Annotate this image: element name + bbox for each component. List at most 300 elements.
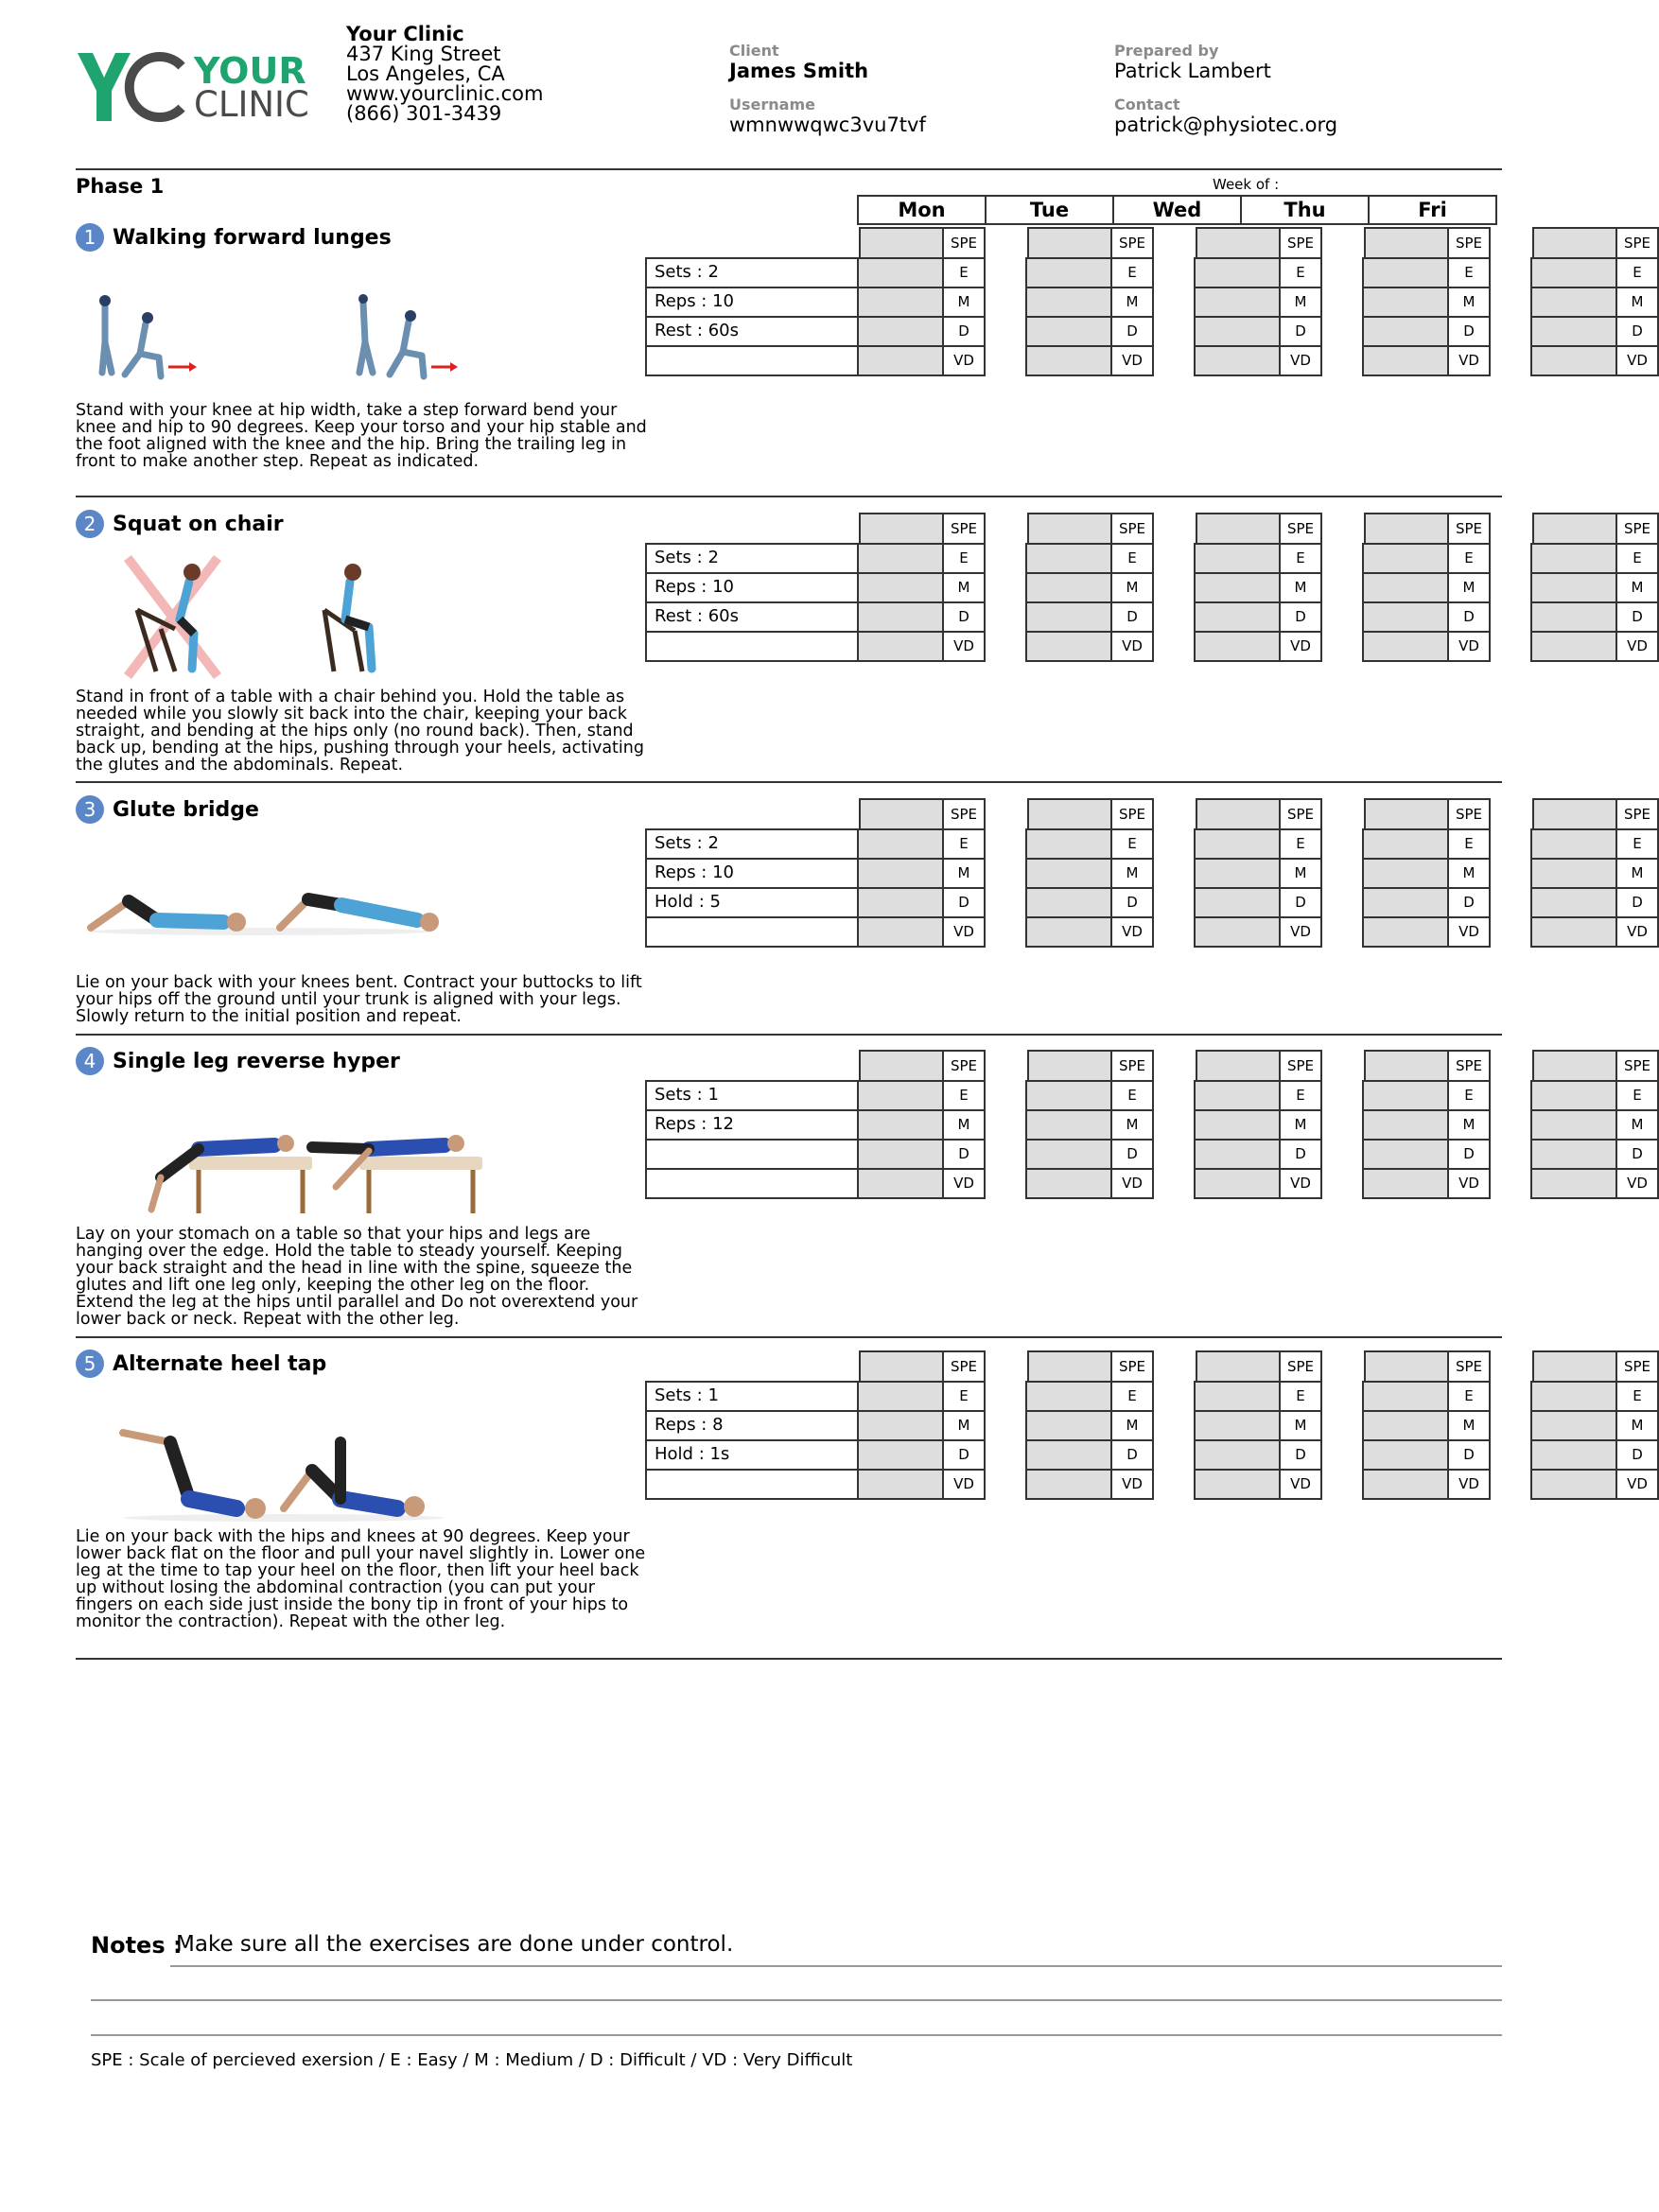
spe-scale-cell[interactable]: M <box>942 572 986 603</box>
day-entry-cell[interactable] <box>1530 631 1617 662</box>
day-entry-cell[interactable] <box>857 1168 944 1199</box>
spe-scale-cell[interactable]: VD <box>942 345 986 376</box>
spe-scale-cell[interactable]: D <box>1279 601 1322 633</box>
spe-header-shade <box>1364 1350 1451 1383</box>
spe-scale-cell[interactable]: D <box>942 1439 986 1471</box>
spe-scale-cell[interactable]: M <box>1279 858 1322 889</box>
prepared-label: Prepared by <box>1114 42 1219 60</box>
day-entry-cell[interactable] <box>1362 1168 1449 1199</box>
day-thu: Thu <box>1240 195 1370 225</box>
spe-scale-cell[interactable]: E <box>942 257 986 288</box>
day-entry-cell[interactable] <box>857 1109 944 1141</box>
contact-email[interactable]: patrick@physiotec.org <box>1114 113 1338 136</box>
spe-scale-cell[interactable]: VD <box>942 1469 986 1500</box>
day-entry-cell[interactable] <box>1025 858 1112 889</box>
spe-scale-cell[interactable]: M <box>942 1109 986 1141</box>
exercise-description: Stand in front of a table with a chair behind you. Hold the table as needed while you slowly sit back into the chair, keeping your back straight, and bending at the hips only (no round back). Then, stand back up, bending at the hips, pushing through your heels, activating the glutes and the abdominals. Repeat. <box>76 688 644 775</box>
day-entry-cell[interactable] <box>1194 1168 1281 1199</box>
day-entry-cell[interactable] <box>1025 887 1112 918</box>
day-entry-cell[interactable] <box>1025 316 1112 347</box>
param-cell: Reps : 10 <box>645 858 861 889</box>
day-entry-cell[interactable] <box>1530 1439 1617 1471</box>
exercise-title <box>76 223 392 252</box>
day-entry-cell[interactable] <box>1362 1439 1449 1471</box>
day-entry-cell[interactable] <box>1194 572 1281 603</box>
spe-scale-cell[interactable]: VD <box>942 1168 986 1199</box>
exercise-title <box>76 795 259 824</box>
day-entry-cell[interactable] <box>1362 1469 1449 1500</box>
day-entry-cell[interactable] <box>1530 543 1617 574</box>
spe-header-shade <box>1364 227 1451 259</box>
day-entry-cell[interactable] <box>1530 572 1617 603</box>
spe-scale-cell[interactable]: E <box>1615 1080 1659 1111</box>
spe-header-shade <box>1027 513 1114 545</box>
spe-header-shade <box>1196 513 1283 545</box>
clinic-website[interactable]: www.yourclinic.com <box>346 82 544 105</box>
spe-scale-cell[interactable]: E <box>942 543 986 574</box>
day-entry-cell[interactable] <box>857 1469 944 1500</box>
spe-scale-cell[interactable]: D <box>1615 1439 1659 1471</box>
spe-scale-cell[interactable]: VD <box>1279 631 1322 662</box>
day-entry-cell[interactable] <box>1025 1381 1112 1412</box>
day-entry-cell[interactable] <box>1362 572 1449 603</box>
day-entry-cell[interactable] <box>1194 257 1281 288</box>
spe-scale-cell[interactable]: M <box>1279 572 1322 603</box>
spe-scale-cell[interactable]: E <box>1447 1381 1491 1412</box>
spe-scale-cell[interactable]: VD <box>1447 916 1491 948</box>
exercise-divider <box>76 496 1502 497</box>
spe-scale-cell[interactable]: D <box>1615 601 1659 633</box>
spe-scale-cell[interactable]: M <box>942 287 986 318</box>
spe-header-shade <box>1027 227 1114 259</box>
day-entry-cell[interactable] <box>1194 1469 1281 1500</box>
spe-scale-cell[interactable]: M <box>1110 858 1154 889</box>
day-entry-cell[interactable] <box>1025 345 1112 376</box>
param-cell: Reps : 12 <box>645 1109 861 1141</box>
day-entry-cell[interactable] <box>1025 1139 1112 1170</box>
day-entry-cell[interactable] <box>857 257 944 288</box>
day-entry-cell[interactable] <box>1362 858 1449 889</box>
day-entry-cell[interactable] <box>1530 345 1617 376</box>
spe-scale-cell[interactable]: D <box>1110 316 1154 347</box>
spe-scale-cell[interactable]: D <box>1279 316 1322 347</box>
spe-header: SPE <box>1279 227 1322 259</box>
spe-scale-cell[interactable]: VD <box>1615 1469 1659 1500</box>
spe-scale-cell[interactable]: E <box>1447 257 1491 288</box>
spe-scale-cell[interactable]: M <box>1615 1410 1659 1441</box>
day-entry-cell[interactable] <box>1025 1109 1112 1141</box>
spe-scale-cell[interactable]: D <box>1447 1439 1491 1471</box>
day-entry-cell[interactable] <box>1025 257 1112 288</box>
client-name: James Smith <box>729 60 869 82</box>
spe-scale-cell[interactable]: D <box>1447 316 1491 347</box>
day-entry-cell[interactable] <box>1530 916 1617 948</box>
day-entry-cell[interactable] <box>1362 316 1449 347</box>
day-entry-cell[interactable] <box>1025 828 1112 860</box>
spe-header-shade <box>1196 1050 1283 1082</box>
day-entry-cell[interactable] <box>857 1381 944 1412</box>
exercise-title <box>76 1350 326 1378</box>
day-entry-cell[interactable] <box>1362 1080 1449 1111</box>
spe-scale-cell[interactable]: E <box>1279 828 1322 860</box>
spe-header-shade <box>1027 1050 1114 1082</box>
notes-label: Notes : <box>91 1932 183 1959</box>
spe-scale-cell[interactable]: E <box>1615 1381 1659 1412</box>
day-entry-cell[interactable] <box>1362 631 1449 662</box>
param-cell: Sets : 1 <box>645 1080 861 1111</box>
param-cell: Sets : 2 <box>645 543 861 574</box>
day-entry-cell[interactable] <box>857 1410 944 1441</box>
spe-scale-cell[interactable]: D <box>1447 601 1491 633</box>
clinic-name: Your Clinic <box>346 23 464 45</box>
exercise-divider <box>76 1034 1502 1036</box>
spe-scale-cell[interactable]: VD <box>1110 1168 1154 1199</box>
spe-scale-cell[interactable]: VD <box>1279 916 1322 948</box>
spe-scale-cell[interactable]: E <box>1447 828 1491 860</box>
spe-scale-cell[interactable]: M <box>942 858 986 889</box>
contact-label: Contact <box>1114 96 1180 113</box>
spe-scale-cell[interactable]: D <box>1447 1139 1491 1170</box>
spe-scale-cell[interactable]: M <box>1447 1109 1491 1141</box>
exercise-divider <box>76 1658 1502 1660</box>
day-entry-cell[interactable] <box>1025 1168 1112 1199</box>
spe-scale-cell[interactable]: VD <box>942 916 986 948</box>
username-value: wmnwwqwc3vu7tvf <box>729 113 926 136</box>
spe-header: SPE <box>1615 798 1659 830</box>
spe-scale-cell[interactable]: VD <box>1110 916 1154 948</box>
day-entry-cell[interactable] <box>1362 1410 1449 1441</box>
param-cell <box>645 1168 861 1199</box>
spe-header-shade <box>1027 1350 1114 1383</box>
logo-word-clinic: CLINIC <box>194 84 309 125</box>
spe-scale-cell[interactable]: D <box>1279 1139 1322 1170</box>
day-entry-cell[interactable] <box>1362 257 1449 288</box>
spe-header-shade <box>859 1350 946 1383</box>
day-entry-cell[interactable] <box>857 601 944 633</box>
spe-scale-cell[interactable]: D <box>1110 601 1154 633</box>
day-entry-cell[interactable] <box>1194 287 1281 318</box>
exercise-title <box>76 510 284 538</box>
spe-scale-cell[interactable]: M <box>1447 572 1491 603</box>
squat-illustration-icon <box>118 553 430 681</box>
day-entry-cell[interactable] <box>1025 1410 1112 1441</box>
day-entry-cell[interactable] <box>1194 887 1281 918</box>
spe-scale-cell[interactable]: D <box>1615 316 1659 347</box>
spe-scale-cell[interactable]: M <box>1110 1109 1154 1141</box>
day-entry-cell[interactable] <box>857 1139 944 1170</box>
client-label: Client <box>729 42 779 60</box>
notes-line <box>170 1965 1502 1967</box>
day-entry-cell[interactable] <box>1530 1168 1617 1199</box>
spe-scale-cell[interactable]: D <box>1110 887 1154 918</box>
day-entry-cell[interactable] <box>857 316 944 347</box>
spe-scale-cell[interactable]: M <box>1110 572 1154 603</box>
client-block <box>729 43 926 136</box>
param-cell: Reps : 8 <box>645 1410 861 1441</box>
spe-scale-cell[interactable]: VD <box>1615 345 1659 376</box>
spe-scale-cell[interactable]: E <box>1110 1381 1154 1412</box>
spe-scale-cell[interactable]: M <box>1279 1109 1322 1141</box>
spe-scale-cell[interactable]: E <box>942 828 986 860</box>
exercise-description: Lie on your back with your knees bent. Contract your buttocks to lift your hips off the ground until your trunk is aligned with your legs. Slowly return to the initial position and repeat. <box>76 973 642 1026</box>
spe-header: SPE <box>942 513 986 545</box>
day-entry-cell[interactable] <box>857 1080 944 1111</box>
exercise-description: Stand with your knee at hip width, take a step forward bend your knee and hip to 90 degrees. Keep your torso and your hip stable and the foot aligned with the knee and the hip. Bring the trailing leg in front to make another step. Repeat as indicated. <box>76 401 647 471</box>
param-cell: Sets : 1 <box>645 1381 861 1412</box>
spe-scale-cell[interactable]: E <box>1447 1080 1491 1111</box>
spe-scale-cell[interactable]: D <box>1279 1439 1322 1471</box>
day-entry-cell[interactable] <box>857 543 944 574</box>
spe-scale-cell[interactable]: VD <box>1615 916 1659 948</box>
spe-header-shade <box>859 798 946 830</box>
spe-scale-cell[interactable]: D <box>1279 887 1322 918</box>
day-entry-cell[interactable] <box>1530 1410 1617 1441</box>
exercise-number-badge: 3 <box>76 795 104 824</box>
day-entry-cell[interactable] <box>1530 858 1617 889</box>
day-entry-cell[interactable] <box>1530 257 1617 288</box>
spe-scale-cell[interactable]: M <box>1110 287 1154 318</box>
week-of-label: Week of : <box>1213 176 1280 193</box>
spe-scale-cell[interactable]: M <box>1279 1410 1322 1441</box>
spe-scale-cell[interactable]: M <box>1447 1410 1491 1441</box>
spe-header: SPE <box>942 798 986 830</box>
spe-scale-cell[interactable]: D <box>942 601 986 633</box>
day-entry-cell[interactable] <box>1530 1139 1617 1170</box>
spe-header: SPE <box>1110 227 1154 259</box>
spe-scale-cell[interactable]: E <box>1279 543 1322 574</box>
day-entry-cell[interactable] <box>1362 916 1449 948</box>
spe-scale-cell[interactable]: D <box>1110 1439 1154 1471</box>
notes-text[interactable]: Make sure all the exercises are done under control. <box>176 1932 734 1957</box>
day-entry-cell[interactable] <box>857 1439 944 1471</box>
spe-scale-cell[interactable]: E <box>942 1381 986 1412</box>
day-entry-cell[interactable] <box>857 287 944 318</box>
day-entry-cell[interactable] <box>1362 1109 1449 1141</box>
day-entry-cell[interactable] <box>857 828 944 860</box>
day-entry-cell[interactable] <box>1530 601 1617 633</box>
spe-scale-cell[interactable]: D <box>942 316 986 347</box>
day-entry-cell[interactable] <box>1025 1439 1112 1471</box>
spe-scale-cell[interactable]: D <box>1615 1139 1659 1170</box>
exercise-divider <box>76 781 1502 783</box>
day-entry-cell[interactable] <box>1194 1080 1281 1111</box>
param-cell <box>645 345 861 376</box>
spe-scale-cell[interactable]: M <box>942 1410 986 1441</box>
exercise-name: Glute bridge <box>113 797 259 822</box>
spe-scale-cell[interactable]: D <box>1615 887 1659 918</box>
day-entry-cell[interactable] <box>1530 1381 1617 1412</box>
day-header-row <box>859 195 1497 225</box>
day-entry-cell[interactable] <box>1025 287 1112 318</box>
day-entry-cell[interactable] <box>1025 543 1112 574</box>
exercise-number-badge: 2 <box>76 510 104 538</box>
day-entry-cell[interactable] <box>1530 1469 1617 1500</box>
spe-scale-cell[interactable]: D <box>1110 1139 1154 1170</box>
spe-scale-cell[interactable]: VD <box>1447 345 1491 376</box>
day-entry-cell[interactable] <box>1194 345 1281 376</box>
spe-scale-cell[interactable]: E <box>1110 543 1154 574</box>
spe-header-shade <box>1532 1350 1619 1383</box>
spe-header-shade <box>1196 227 1283 259</box>
spe-header-shade <box>1532 513 1619 545</box>
spe-scale-cell[interactable]: E <box>1615 543 1659 574</box>
day-entry-cell[interactable] <box>1362 543 1449 574</box>
spe-scale-cell[interactable]: M <box>1279 287 1322 318</box>
day-entry-cell[interactable] <box>1025 1469 1112 1500</box>
spe-header: SPE <box>1447 513 1491 545</box>
notes-line <box>91 2034 1502 2036</box>
spe-header: SPE <box>942 227 986 259</box>
day-entry-cell[interactable] <box>1194 1410 1281 1441</box>
spe-scale-cell[interactable]: E <box>1110 1080 1154 1111</box>
spe-header: SPE <box>1615 1050 1659 1082</box>
heel-tap-illustration-icon <box>114 1414 473 1523</box>
day-entry-cell[interactable] <box>1194 601 1281 633</box>
spe-header: SPE <box>1110 798 1154 830</box>
spe-header: SPE <box>1447 1350 1491 1383</box>
day-entry-cell[interactable] <box>1025 631 1112 662</box>
spe-scale-cell[interactable]: E <box>1110 257 1154 288</box>
spe-scale-cell[interactable]: D <box>942 1139 986 1170</box>
exercise-name: Single leg reverse hyper <box>113 1049 400 1073</box>
spe-scale-cell[interactable]: VD <box>1110 631 1154 662</box>
spe-scale-cell[interactable]: VD <box>1447 631 1491 662</box>
day-entry-cell[interactable] <box>857 916 944 948</box>
spe-scale-cell[interactable]: D <box>1447 887 1491 918</box>
spe-scale-cell[interactable]: E <box>1615 828 1659 860</box>
spe-scale-cell[interactable]: E <box>1279 1381 1322 1412</box>
day-entry-cell[interactable] <box>1194 858 1281 889</box>
day-entry-cell[interactable] <box>1362 828 1449 860</box>
exercise-number-badge: 4 <box>76 1047 104 1075</box>
header-divider <box>76 168 1502 170</box>
day-entry-cell[interactable] <box>1025 1080 1112 1111</box>
exercise-name: Alternate heel tap <box>113 1351 327 1376</box>
spe-scale-cell[interactable]: E <box>942 1080 986 1111</box>
day-entry-cell[interactable] <box>1530 1080 1617 1111</box>
spe-scale-cell[interactable]: VD <box>1279 345 1322 376</box>
spe-scale-cell[interactable]: M <box>1447 858 1491 889</box>
spe-header: SPE <box>1279 1350 1322 1383</box>
spe-header: SPE <box>1110 1350 1154 1383</box>
spe-scale-cell[interactable]: VD <box>1615 631 1659 662</box>
day-entry-cell[interactable] <box>1194 1439 1281 1471</box>
day-entry-cell[interactable] <box>1194 316 1281 347</box>
day-entry-cell[interactable] <box>1194 1381 1281 1412</box>
param-cell: Hold : 1s <box>645 1439 861 1471</box>
spe-scale-cell[interactable]: E <box>1447 543 1491 574</box>
day-entry-cell[interactable] <box>857 345 944 376</box>
day-entry-cell[interactable] <box>857 572 944 603</box>
day-entry-cell[interactable] <box>1362 887 1449 918</box>
spe-scale-cell[interactable]: VD <box>1279 1469 1322 1500</box>
spe-scale-cell[interactable]: M <box>1615 1109 1659 1141</box>
spe-scale-cell[interactable]: VD <box>942 631 986 662</box>
day-entry-cell[interactable] <box>1362 601 1449 633</box>
day-entry-cell[interactable] <box>1194 543 1281 574</box>
spe-scale-cell[interactable]: VD <box>1110 1469 1154 1500</box>
day-entry-cell[interactable] <box>1530 887 1617 918</box>
day-entry-cell[interactable] <box>857 631 944 662</box>
spe-header-shade <box>859 227 946 259</box>
exercise-number-badge: 5 <box>76 1350 104 1378</box>
param-cell: Sets : 2 <box>645 257 861 288</box>
spe-scale-cell[interactable]: M <box>1615 287 1659 318</box>
spe-scale-cell[interactable]: VD <box>1447 1469 1491 1500</box>
spe-header: SPE <box>1279 513 1322 545</box>
exercise-title <box>76 1047 400 1075</box>
day-wed: Wed <box>1112 195 1242 225</box>
reverse-hyper-illustration-icon <box>132 1130 473 1215</box>
exercise-name: Squat on chair <box>113 512 284 536</box>
spe-scale-cell[interactable]: M <box>1447 287 1491 318</box>
day-entry-cell[interactable] <box>1362 1139 1449 1170</box>
spe-scale-cell[interactable]: VD <box>1279 1168 1322 1199</box>
prepared-by: Patrick Lambert <box>1114 60 1271 82</box>
day-entry-cell[interactable] <box>1194 631 1281 662</box>
prepared-block <box>1114 43 1337 136</box>
spe-scale-cell[interactable]: E <box>1110 828 1154 860</box>
spe-legend: SPE : Scale of percieved exersion / E : Easy / M : Medium / D : Difficult / VD : Very Difficult <box>91 2050 853 2070</box>
spe-scale-cell[interactable]: M <box>1615 858 1659 889</box>
spe-scale-cell[interactable]: M <box>1615 572 1659 603</box>
exercise-divider <box>76 1336 1502 1338</box>
exercise-description: Lie on your back with the hips and knees at 90 degrees. Keep your lower back flat on the floor and pull your navel slightly in. Lower one leg at the time to tap your heel on the floor, then lift your heel back up without losing the abdominal contraction (you can put your fingers on each side just inside the bony tip in front of your hips to monitor the contraction). Repeat with the other leg. <box>76 1527 646 1631</box>
spe-header: SPE <box>1279 798 1322 830</box>
day-entry-cell[interactable] <box>1194 1139 1281 1170</box>
day-entry-cell[interactable] <box>1530 316 1617 347</box>
day-entry-cell[interactable] <box>1025 916 1112 948</box>
clinic-phone: (866) 301-3439 <box>346 102 502 125</box>
day-entry-cell[interactable] <box>1362 345 1449 376</box>
clinic-info <box>346 25 543 124</box>
spe-scale-cell[interactable]: E <box>1279 257 1322 288</box>
spe-scale-cell[interactable]: E <box>1279 1080 1322 1111</box>
spe-scale-cell[interactable]: M <box>1110 1410 1154 1441</box>
spe-header-shade <box>1364 513 1451 545</box>
spe-scale-cell[interactable]: VD <box>1447 1168 1491 1199</box>
spe-header: SPE <box>1615 227 1659 259</box>
day-entry-cell[interactable] <box>857 887 944 918</box>
day-entry-cell[interactable] <box>1194 1109 1281 1141</box>
param-cell <box>645 1139 861 1170</box>
username-label: Username <box>729 96 815 113</box>
exercise-name: Walking forward lunges <box>113 225 392 250</box>
spe-header: SPE <box>1110 513 1154 545</box>
day-entry-cell[interactable] <box>1362 1381 1449 1412</box>
day-entry-cell[interactable] <box>857 858 944 889</box>
param-cell: Sets : 2 <box>645 828 861 860</box>
day-entry-cell[interactable] <box>1194 916 1281 948</box>
spe-header-shade <box>859 1050 946 1082</box>
day-entry-cell[interactable] <box>1530 1109 1617 1141</box>
spe-scale-cell[interactable]: VD <box>1110 345 1154 376</box>
day-entry-cell[interactable] <box>1025 601 1112 633</box>
day-entry-cell[interactable] <box>1025 572 1112 603</box>
phase-title: Phase 1 <box>76 175 165 198</box>
spe-scale-cell[interactable]: VD <box>1615 1168 1659 1199</box>
spe-scale-cell[interactable]: E <box>1615 257 1659 288</box>
spe-header-shade <box>1532 798 1619 830</box>
glute-bridge-illustration-icon <box>81 865 460 936</box>
spe-scale-cell[interactable]: D <box>942 887 986 918</box>
day-entry-cell[interactable] <box>1194 828 1281 860</box>
spe-header-shade <box>1027 798 1114 830</box>
day-entry-cell[interactable] <box>1530 287 1617 318</box>
spe-header-shade <box>859 513 946 545</box>
day-entry-cell[interactable] <box>1530 828 1617 860</box>
day-entry-cell[interactable] <box>1362 287 1449 318</box>
